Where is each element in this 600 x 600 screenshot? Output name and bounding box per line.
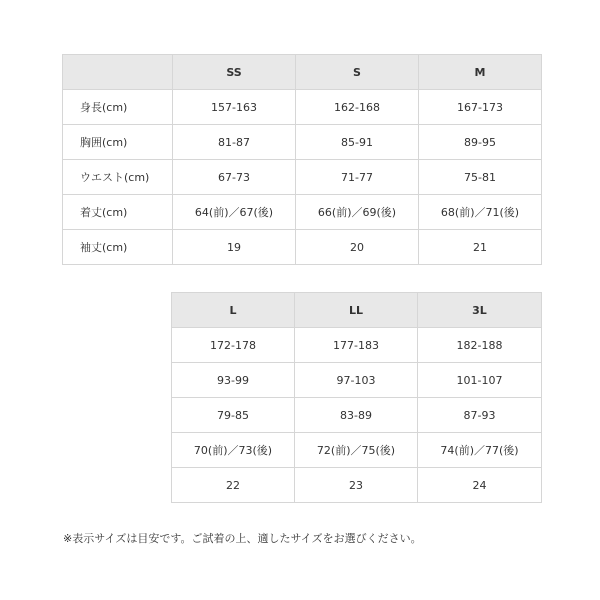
table-cell: 22: [172, 468, 295, 503]
row-label-waist: ウエスト(cm): [63, 160, 173, 195]
header-corner-cell: [63, 55, 173, 90]
size-table-l-ll-3l: [171, 292, 542, 503]
table-cell: 101-107: [418, 363, 542, 398]
table-cell: 66(前)／69(後): [296, 195, 419, 230]
table-cell: 71-77: [296, 160, 419, 195]
table-cell: 64(前)／67(後): [173, 195, 296, 230]
table-cell: 74(前)／77(後): [418, 433, 542, 468]
table-cell: 19: [173, 230, 296, 265]
table-cell: 167-173: [419, 90, 542, 125]
header-size-ss: SS: [173, 55, 296, 90]
table-cell: 83-89: [295, 398, 418, 433]
table-cell: 72(前)／75(後): [295, 433, 418, 468]
table-cell: 177-183: [295, 328, 418, 363]
table-cell: 23: [295, 468, 418, 503]
row-label-sleeve: 袖丈(cm): [63, 230, 173, 265]
table-cell: 79-85: [172, 398, 295, 433]
header-row: [172, 293, 542, 328]
table-row: [63, 195, 542, 230]
table-row: [172, 468, 542, 503]
table-cell: 157-163: [173, 90, 296, 125]
table-cell: 85-91: [296, 125, 419, 160]
table-cell: 21: [419, 230, 542, 265]
row-label-length: 着丈(cm): [63, 195, 173, 230]
table-cell: 182-188: [418, 328, 542, 363]
table-cell: 75-81: [419, 160, 542, 195]
header-size-3l: 3L: [418, 293, 542, 328]
table-cell: 87-93: [418, 398, 542, 433]
size-footnote: ※表示サイズは目安です。ご試着の上、適したサイズをお選びください。: [63, 532, 422, 545]
table-row: [63, 90, 542, 125]
table-row: [172, 363, 542, 398]
table-cell: 89-95: [419, 125, 542, 160]
table-row: [63, 230, 542, 265]
table-cell: 20: [296, 230, 419, 265]
table-row: [172, 398, 542, 433]
table-cell: 68(前)／71(後): [419, 195, 542, 230]
row-label-chest: 胸囲(cm): [63, 125, 173, 160]
table-row: [172, 328, 542, 363]
table-cell: 70(前)／73(後): [172, 433, 295, 468]
header-size-s: S: [296, 55, 419, 90]
table-cell: 172-178: [172, 328, 295, 363]
table-cell: 93-99: [172, 363, 295, 398]
size-table-ss-s-m: [62, 54, 542, 265]
table-row: [63, 125, 542, 160]
table-row: [63, 160, 542, 195]
table-cell: 97-103: [295, 363, 418, 398]
header-size-ll: LL: [295, 293, 418, 328]
header-size-m: M: [419, 55, 542, 90]
table-cell: 67-73: [173, 160, 296, 195]
row-label-height: 身長(cm): [63, 90, 173, 125]
table-cell: 24: [418, 468, 542, 503]
table-row: [172, 433, 542, 468]
header-size-l: L: [172, 293, 295, 328]
table-cell: 81-87: [173, 125, 296, 160]
header-row: [63, 55, 542, 90]
table-cell: 162-168: [296, 90, 419, 125]
